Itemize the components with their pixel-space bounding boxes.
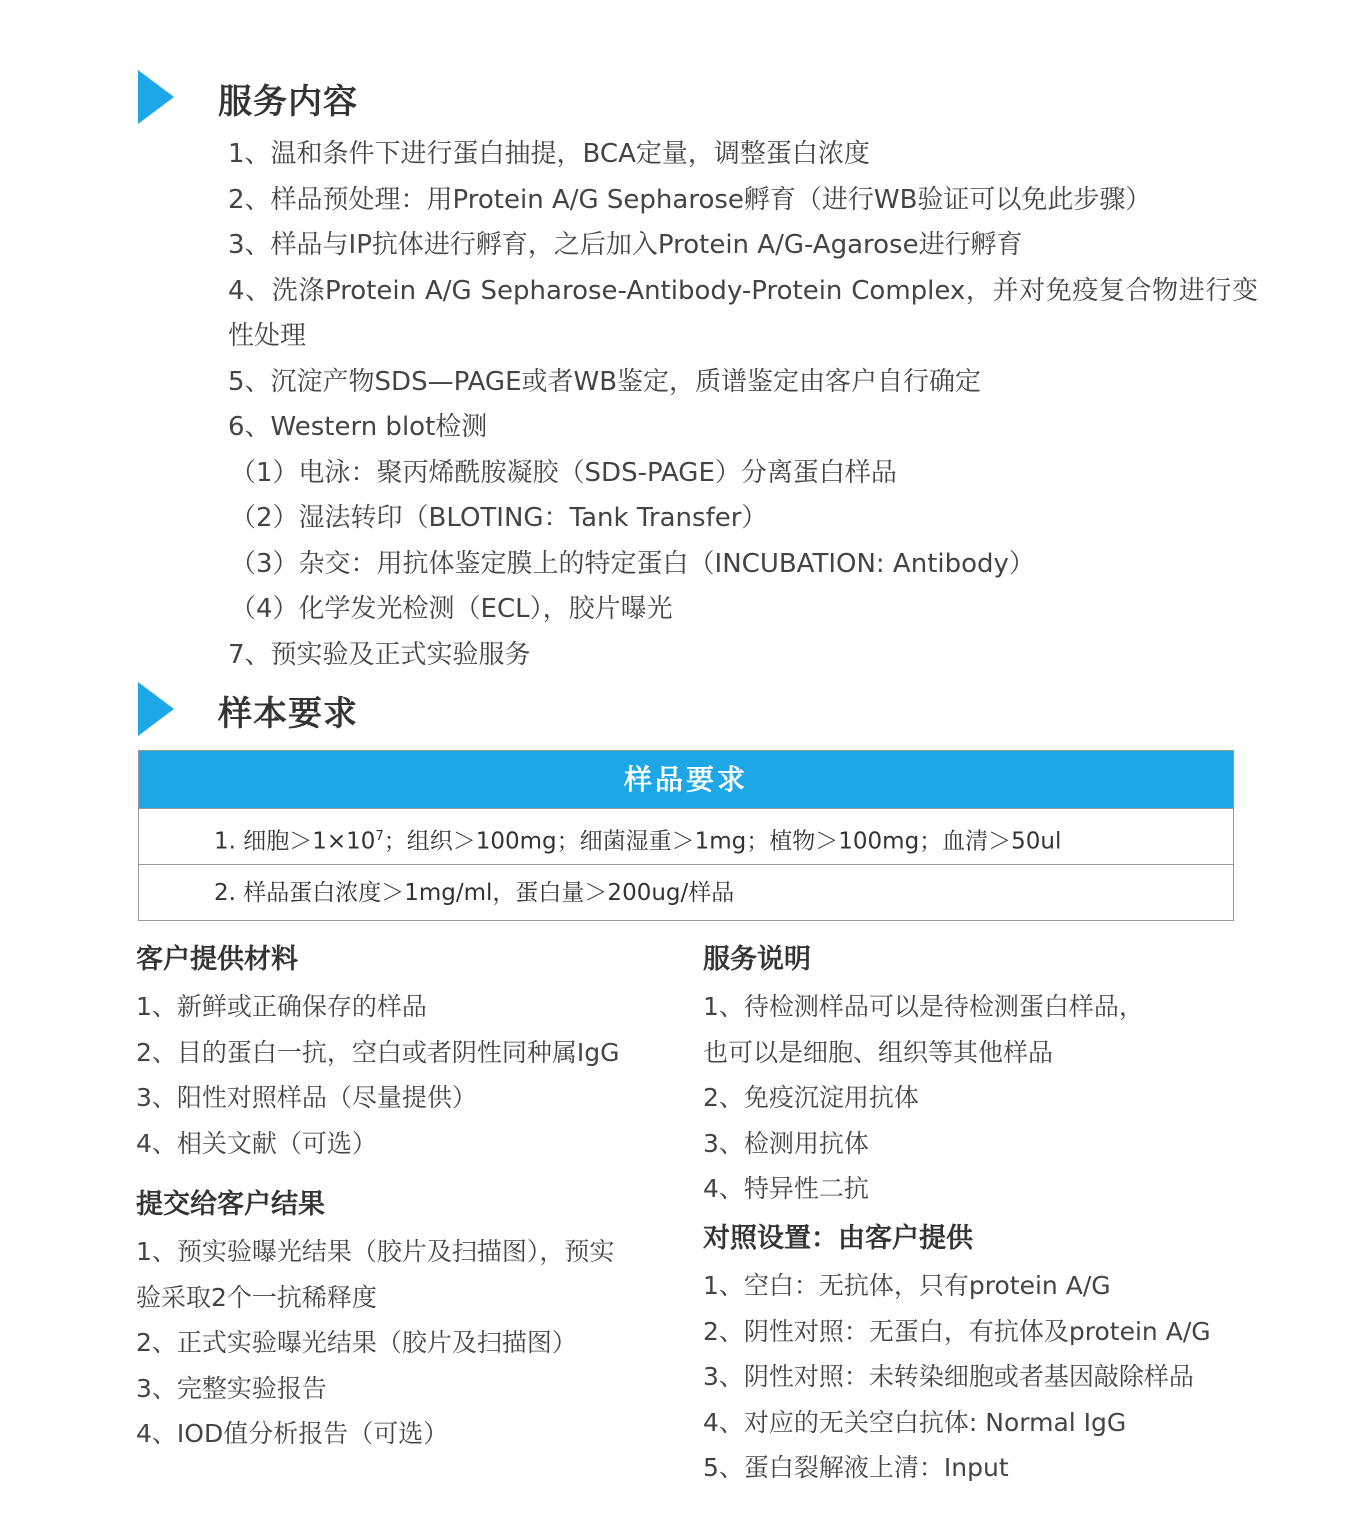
row-text: 1. 细胞＞1×10 (214, 828, 376, 855)
subsection-title: 服务说明 (703, 944, 811, 975)
list-item: 2、正式实验曝光结果（胶片及扫描图） (136, 1328, 577, 1357)
triangle-bullet-icon (138, 70, 174, 124)
customer-materials-section (136, 936, 676, 1166)
list-item: 3、阴性对照：未转染细胞或者基因敲除样品 (703, 1362, 1194, 1391)
list-item: （4）化学发光检测（ECL），胶片曝光 (230, 594, 673, 624)
list-item: 7、预实验及正式实验服务 (228, 639, 531, 670)
list-item: 1、空白：无抗体，只有protein A/G (703, 1271, 1111, 1300)
subsection-title: 客户提供材料 (136, 944, 298, 975)
list-item: 5、沉淀产物SDS—PAGE或者WB鉴定，质谱鉴定由客户自行确定 (228, 366, 982, 397)
list-item: 验采取2个一抗稀释度 (136, 1282, 377, 1312)
list-item: （3）杂交：用抗体鉴定膜上的特定蛋白（INCUBATION: Antibody） (230, 548, 1035, 579)
service-notes-section (703, 936, 1263, 1212)
list-item: 也可以是细胞、组织等其他样品 (703, 1037, 1054, 1067)
list-item: 3、检测用抗体 (703, 1128, 869, 1158)
list-item: （1）电泳：聚丙烯酰胺凝胶（SDS-PAGE）分离蛋白样品 (230, 457, 897, 488)
list-item: 3、阳性对照样品（尽量提供） (136, 1083, 477, 1112)
row-text: ；组织＞100mg；细菌湿重＞1mg；植物＞100mg；血清＞50ul (383, 828, 1062, 855)
list-item: （2）湿法转印（BLOTING：Tank Transfer） (230, 503, 768, 533)
subsection-title: 提交给客户结果 (136, 1189, 325, 1220)
list-item: 4、对应的无关空白抗体: Normal IgG (703, 1407, 1127, 1437)
triangle-bullet-icon (138, 682, 174, 736)
list-item: 1、预实验曝光结果（胶片及扫描图），预实 (136, 1237, 615, 1266)
list-item: 2、免疫沉淀用抗体 (703, 1083, 919, 1112)
service-content-list (158, 132, 1258, 678)
list-item: 1、温和条件下进行蛋白抽提，BCA定量，调整蛋白浓度 (228, 139, 870, 169)
table-header: 样品要求 (139, 751, 1233, 808)
list-item: 1、新鲜或正确保存的样品 (136, 992, 427, 1021)
section-title: 服务内容 (218, 82, 358, 122)
list-item: 2、阴性对照：无蛋白，有抗体及protein A/G (703, 1316, 1211, 1346)
list-item: 4、IOD值分析报告（可选） (136, 1419, 449, 1448)
results-section (136, 1181, 676, 1457)
list-item: 2、样品预处理：用Protein A/G Sepharose孵育（进行WB验证可以免此步骤） (228, 184, 1152, 215)
list-item: 4、特异性二抗 (703, 1174, 869, 1203)
list-item: 5、蛋白裂解液上清：Input (703, 1453, 1009, 1482)
list-item: 4、洗涤Protein A/G Sepharose-Antibody-Protein Complex，并对免疫复合物进行变性处理 (228, 275, 1258, 351)
list-item: 3、完整实验报告 (136, 1373, 327, 1403)
section-title: 样本要求 (218, 694, 358, 734)
list-item: 2、目的蛋白一抗，空白或者阴性同种属IgG (136, 1037, 620, 1067)
sample-requirements-table (138, 750, 1234, 921)
list-item: 4、相关文献（可选） (136, 1128, 377, 1158)
subsection-title: 对照设置：由客户提供 (703, 1223, 973, 1254)
controls-section (703, 1215, 1263, 1491)
table-row: 2. 样品蛋白浓度＞1mg/ml，蛋白量＞200ug/样品 (139, 864, 1233, 920)
superscript: 7 (375, 829, 384, 844)
table-row (139, 808, 1233, 864)
list-item: 1、待检测样品可以是待检测蛋白样品， (703, 992, 1144, 1021)
list-item: 3、样品与IP抗体进行孵育，之后加入Protein A/G-Agarose进行孵育 (228, 230, 1023, 260)
list-item: 6、Western blot检测 (228, 412, 488, 442)
